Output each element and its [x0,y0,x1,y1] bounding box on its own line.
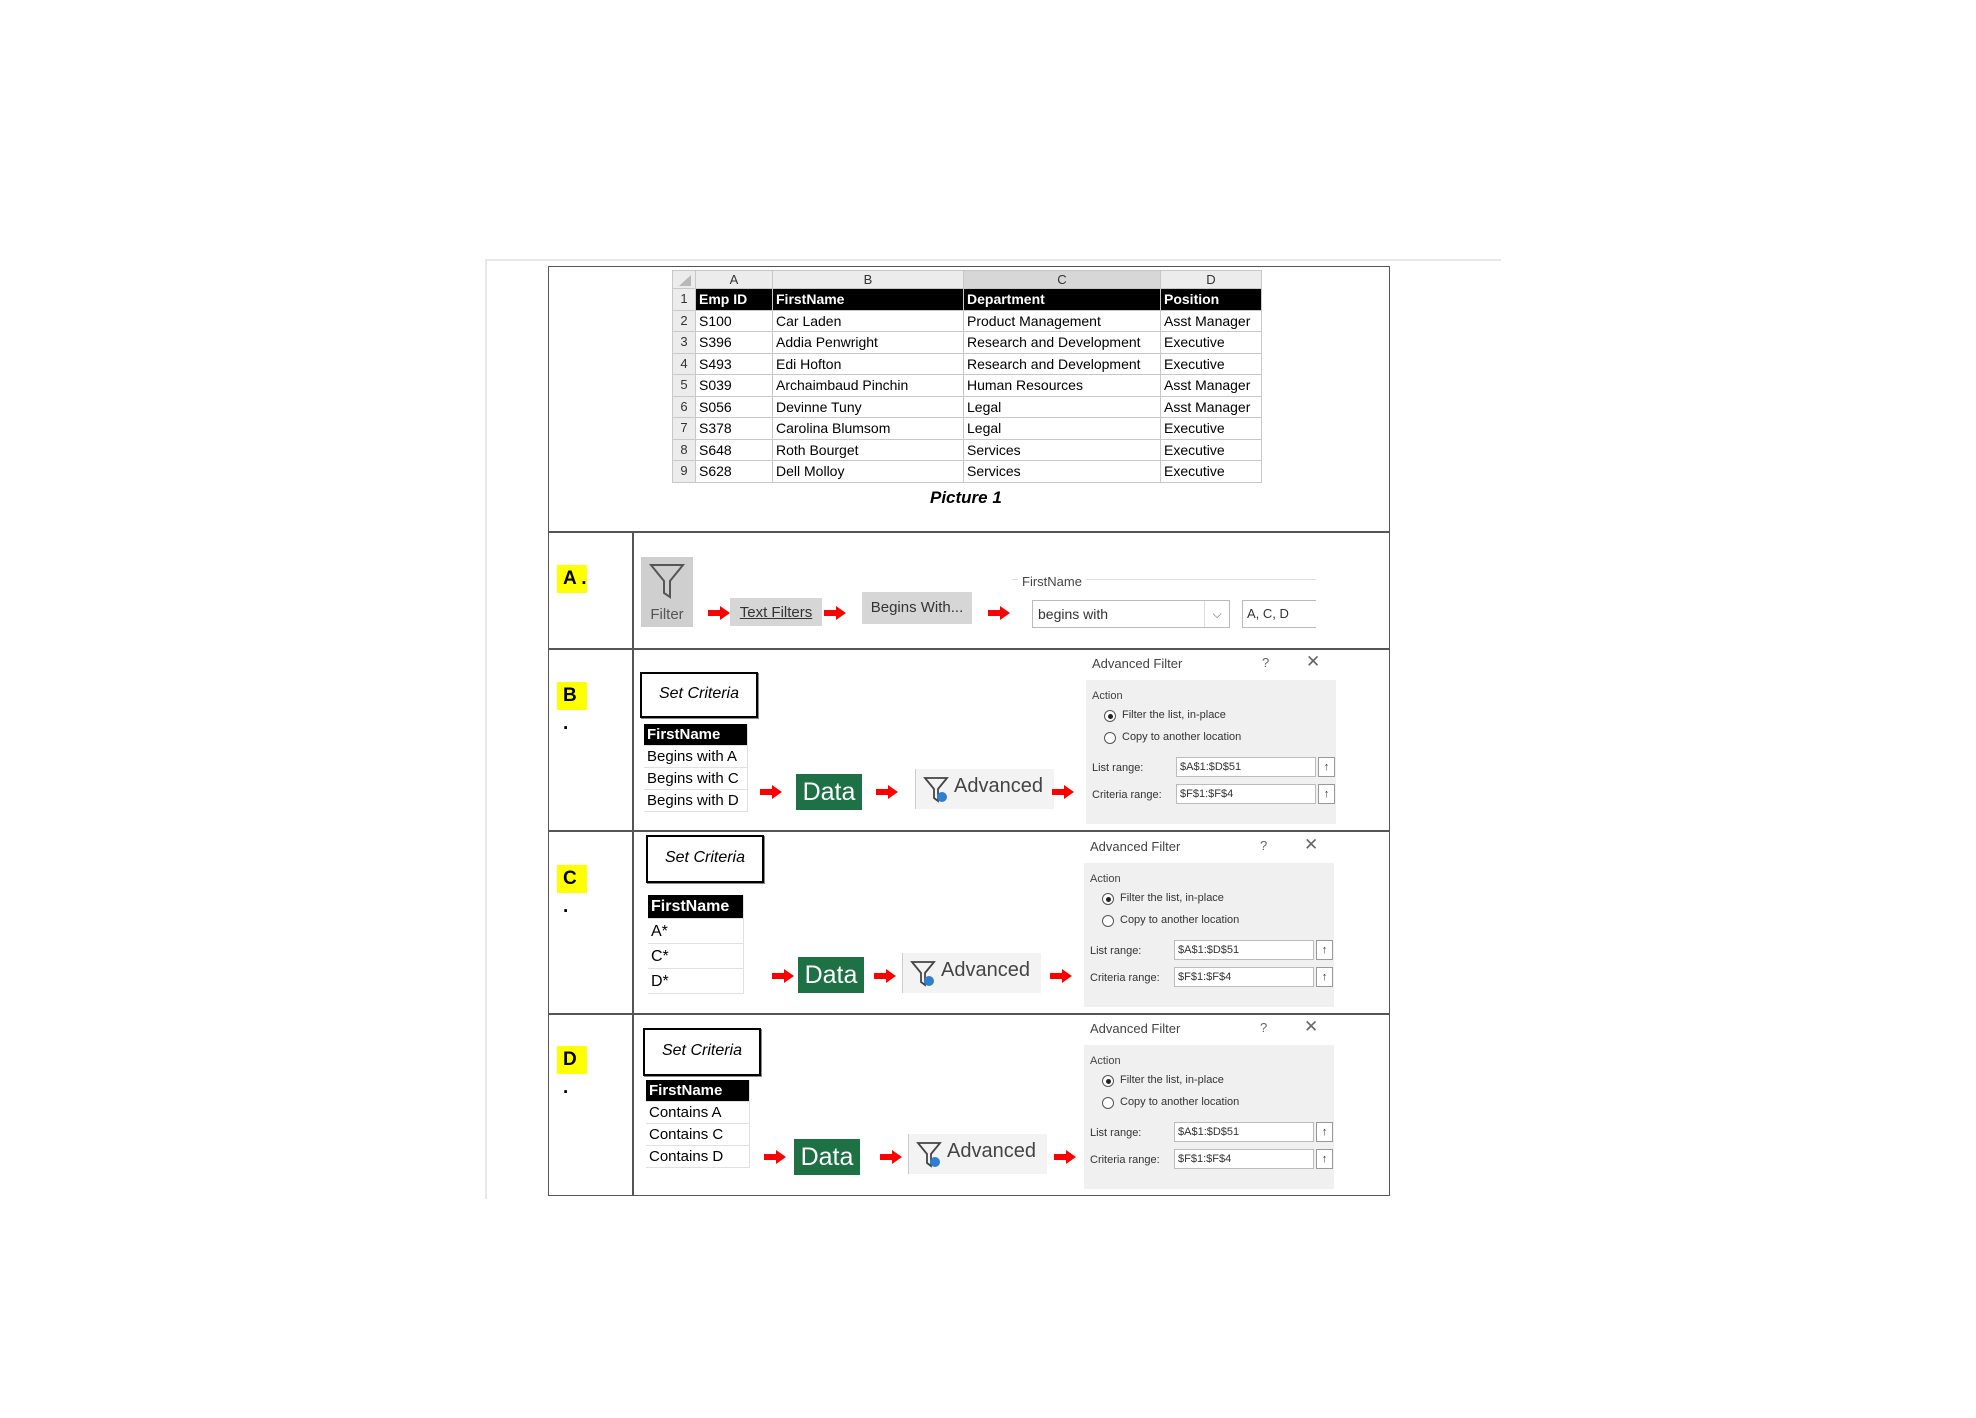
filter-button[interactable] [641,557,693,627]
page-edge [485,259,1501,261]
row-number[interactable]: 6 [673,396,696,418]
action-label: Action [1090,873,1121,885]
advanced-filter-icon [922,775,952,805]
cell[interactable]: Legal [964,396,1161,418]
dialog-title: Advanced Filter [1090,839,1181,854]
advanced-filter-button[interactable] [915,769,1054,809]
cell[interactable]: S648 [696,439,773,461]
criteria-cell: Begins with A [644,746,748,768]
row-divider [548,1013,1390,1015]
header-cell[interactable]: FirstName [773,289,964,311]
cell[interactable]: Roth Bourget [773,439,964,461]
row-divider [548,830,1390,832]
criteria-header: FirstName [646,1080,750,1102]
table-row [673,310,1262,332]
table-row [673,439,1262,461]
header-row [673,289,1262,311]
advanced-filter-button[interactable] [908,1134,1047,1174]
criteria-range-label: Criteria range: [1090,972,1160,984]
help-icon[interactable]: ? [1262,655,1270,670]
filter-funnel-icon [647,561,687,601]
red-arrow-icon [876,785,898,799]
advanced-filter-dialog [1084,1019,1334,1189]
criteria-cell: Begins with C [644,768,748,790]
header-cell[interactable]: Position [1161,289,1262,311]
red-arrow-icon [988,606,1010,620]
dialog-title: Advanced Filter [1090,1021,1181,1036]
collapse-dialog-icon[interactable]: ↑ [1316,940,1333,960]
radio-in-place[interactable] [1104,710,1116,722]
filter-label: Filter [650,606,684,623]
cell[interactable]: Executive [1161,332,1262,354]
cell[interactable]: Edi Hofton [773,353,964,375]
cell[interactable]: Research and Development [964,353,1161,375]
cell[interactable]: S056 [696,396,773,418]
advanced-label: Advanced [954,775,1043,797]
row-number[interactable]: 3 [673,332,696,354]
option-b-label: B . [557,682,587,710]
cell[interactable]: Dell Molloy [773,461,964,483]
row-number[interactable]: 1 [673,289,696,311]
radio-in-place[interactable] [1102,1075,1114,1087]
advanced-label: Advanced [941,959,1030,981]
red-arrow-icon [708,606,730,620]
option-a-label: A . [557,565,587,593]
chevron-down-icon[interactable]: ⌵ [1204,601,1229,627]
red-arrow-icon [880,1150,902,1164]
collapse-dialog-icon[interactable]: ↑ [1316,967,1333,987]
page-edge [485,259,487,1199]
table-row [673,418,1262,440]
operator-select[interactable] [1032,600,1230,628]
text-filters-button[interactable]: Text Filters [730,598,822,626]
cell[interactable]: Devinne Tuny [773,396,964,418]
criteria-cell: Begins with D [644,790,748,812]
option-c-label: C . [557,865,587,893]
criteria-header: FirstName [648,895,744,919]
cell[interactable]: S396 [696,332,773,354]
row-number[interactable]: 4 [673,353,696,375]
data-tab-button[interactable]: Data [796,774,862,810]
advanced-filter-dialog [1086,654,1336,824]
cell[interactable]: Carolina Blumsom [773,418,964,440]
radio-in-place[interactable] [1102,893,1114,905]
spreadsheet [672,270,1262,483]
cell[interactable]: Legal [964,418,1161,440]
radio-copy-label: Copy to another location [1120,914,1240,926]
cell[interactable]: Archaimbaud Pinchin [773,375,964,397]
dialog-title: Advanced Filter [1092,656,1183,671]
dialog-body [1084,863,1334,1007]
field-label: FirstName [1018,574,1086,589]
red-arrow-icon [760,785,782,799]
cell[interactable]: S100 [696,310,773,332]
close-icon[interactable]: ✕ [1304,835,1319,854]
table-row [673,332,1262,354]
list-range-label: List range: [1092,762,1144,774]
criteria-table [646,1080,750,1168]
table-row [673,396,1262,418]
red-arrow-icon [1054,1150,1076,1164]
column-letter[interactable]: B [773,271,964,289]
radio-copy-label: Copy to another location [1120,1096,1240,1108]
help-icon[interactable]: ? [1260,838,1268,853]
cell[interactable]: Research and Development [964,332,1161,354]
row-divider [548,648,1390,650]
criteria-table [648,895,744,994]
cell[interactable]: Executive [1161,461,1262,483]
cell[interactable]: Product Management [964,310,1161,332]
cell[interactable]: Executive [1161,418,1262,440]
list-range-label: List range: [1090,1127,1142,1139]
criteria-cell: C* [648,944,744,969]
data-tab-button[interactable]: Data [794,1139,860,1175]
criteria-range-field[interactable]: $F$1:$F$4 [1174,967,1314,987]
red-arrow-icon [772,969,794,983]
set-criteria-box: Set Criteria [640,672,758,718]
cell[interactable]: S628 [696,461,773,483]
criteria-range-field[interactable]: $F$1:$F$4 [1174,1149,1314,1169]
cell[interactable]: Asst Manager [1161,396,1262,418]
set-criteria-box: Set Criteria [646,835,764,883]
advanced-filter-button[interactable] [902,953,1041,993]
row-number[interactable]: 8 [673,439,696,461]
list-range-field[interactable]: $A$1:$D$51 [1174,940,1314,960]
list-range-field[interactable]: $A$1:$D$51 [1176,757,1316,777]
header-cell[interactable]: Department [964,289,1161,311]
select-all-corner[interactable] [673,271,696,289]
cell[interactable]: Human Resources [964,375,1161,397]
cell[interactable]: Asst Manager [1161,375,1262,397]
advanced-label: Advanced [947,1140,1036,1162]
criteria-range-label: Criteria range: [1092,789,1162,801]
help-icon[interactable]: ? [1260,1020,1268,1035]
header-cell[interactable]: Emp ID [696,289,773,311]
dialog-body [1086,680,1336,824]
criteria-cell: A* [648,919,744,944]
radio-copy-label: Copy to another location [1122,731,1242,743]
row-number[interactable]: 2 [673,310,696,332]
criteria-cell: Contains C [646,1124,750,1146]
cell[interactable]: Executive [1161,439,1262,461]
collapse-dialog-icon[interactable]: ↑ [1316,1149,1333,1169]
picture-caption: Picture 1 [930,488,1002,507]
column-letter[interactable]: D [1161,271,1262,289]
cell[interactable]: Car Laden [773,310,964,332]
row-number[interactable]: 9 [673,461,696,483]
criteria-header: FirstName [644,724,748,746]
action-label: Action [1092,690,1123,702]
cell[interactable]: Services [964,439,1161,461]
criteria-input[interactable]: A, C, D [1242,600,1316,628]
begins-with-button[interactable]: Begins With... [862,592,972,624]
advanced-filter-dialog [1084,837,1334,1007]
red-arrow-icon [824,606,846,620]
table-row [673,461,1262,483]
close-icon[interactable]: ✕ [1306,652,1321,671]
radio-in-place-label: Filter the list, in-place [1122,709,1226,721]
column-divider [632,531,634,1196]
collapse-dialog-icon[interactable]: ↑ [1318,757,1335,777]
row-number[interactable]: 7 [673,418,696,440]
list-range-label: List range: [1090,945,1142,957]
radio-copy[interactable] [1104,732,1116,744]
data-tab-button[interactable]: Data [798,957,864,993]
column-header-row [673,271,1262,289]
list-range-field[interactable]: $A$1:$D$51 [1174,1122,1314,1142]
operator-value: begins with [1038,606,1109,622]
cell[interactable]: S039 [696,375,773,397]
radio-in-place-label: Filter the list, in-place [1120,892,1224,904]
advanced-filter-icon [909,959,939,989]
row-number[interactable]: 5 [673,375,696,397]
advanced-filter-icon [915,1140,945,1170]
cell[interactable]: S378 [696,418,773,440]
criteria-table [644,724,748,812]
criteria-cell: Contains A [646,1102,750,1124]
red-arrow-icon [764,1150,786,1164]
radio-copy[interactable] [1102,915,1114,927]
criteria-cell: Contains D [646,1146,750,1168]
column-letter[interactable]: A [696,271,773,289]
collapse-dialog-icon[interactable]: ↑ [1318,784,1335,804]
radio-copy[interactable] [1102,1097,1114,1109]
cell[interactable]: Executive [1161,353,1262,375]
table-row [673,375,1262,397]
criteria-range-label: Criteria range: [1090,1154,1160,1166]
criteria-range-field[interactable]: $F$1:$F$4 [1176,784,1316,804]
option-d-label: D . [557,1046,587,1074]
red-arrow-icon [874,969,896,983]
close-icon[interactable]: ✕ [1304,1017,1319,1036]
column-letter[interactable]: C [964,271,1161,289]
cell[interactable]: Services [964,461,1161,483]
cell[interactable]: S493 [696,353,773,375]
red-arrow-icon [1052,785,1074,799]
radio-in-place-label: Filter the list, in-place [1120,1074,1224,1086]
set-criteria-box: Set Criteria [643,1028,761,1076]
cell[interactable]: Asst Manager [1161,310,1262,332]
action-label: Action [1090,1055,1121,1067]
criteria-cell: D* [648,969,744,994]
cell[interactable]: Addia Penwright [773,332,964,354]
red-arrow-icon [1050,969,1072,983]
row-divider [548,531,1390,533]
dialog-body [1084,1045,1334,1189]
table-row [673,353,1262,375]
collapse-dialog-icon[interactable]: ↑ [1316,1122,1333,1142]
